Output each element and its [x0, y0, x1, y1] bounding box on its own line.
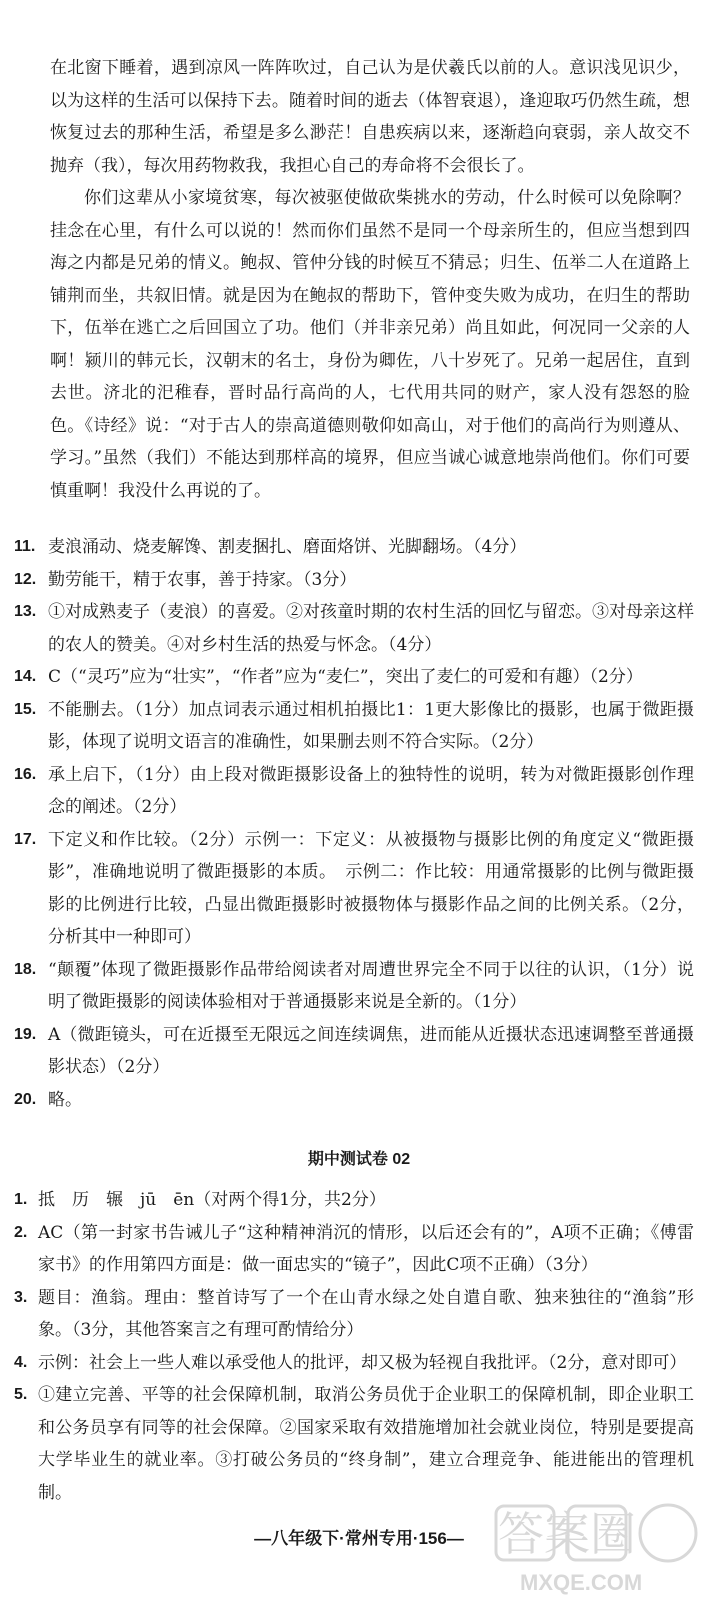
answer-text: 承上启下，（1分）由上段对微距摄影设备上的独特性的说明，转为对微距摄影创作理念的阐述。（2分） [48, 764, 694, 817]
answer-text: 题目：渔翁。理由：整首诗写了一个在山青水绿之处自遣自歌、独来独往的“渔翁”形象。（3分，其他答案言之有理可酌情给分） [38, 1287, 694, 1340]
answer-text: ①建立完善、平等的社会保障机制，取消公务员优于企业职工的保障机制，即企业职工和公务员享有同等的社会保障。②国家采取有效措施增加社会就业岗位，特别是要提高大学毕业生的就业率。③打破公务员的“终身制”，建立合理竞争、能进能出的管理机制。 [38, 1385, 694, 1503]
answer-list-part2 [14, 1184, 694, 1509]
answer-number: 15. [14, 700, 37, 718]
answer-item-13 [14, 596, 694, 661]
page-footer: —八年级下·常州专用·156— [254, 1529, 464, 1548]
answer-number: 1. [14, 1191, 28, 1208]
answer-text: 略。 [48, 1089, 82, 1110]
answer-text: 示例：社会上一些人难以承受他人的批评，却又极为轻视自我批评。（2分，意对即可） [38, 1352, 687, 1373]
answer-item-15 [14, 694, 694, 759]
watermark-domain: MXQE.COM [520, 1570, 643, 1595]
answer-number: 20. [14, 1090, 37, 1108]
answer-number: 13. [14, 603, 37, 620]
answer-number: 4. [14, 1353, 28, 1371]
answer-number: 5. [14, 1386, 28, 1403]
answer-item-2 [14, 1217, 694, 1282]
answer-item-1 [14, 1184, 694, 1217]
answer-circle-logo-icon [490, 1500, 712, 1596]
answer-item-20 [14, 1084, 694, 1117]
answer-item-5 [14, 1379, 694, 1509]
translation-paragraph-1: 在北窗下睡着，遇到凉风一阵阵吹过，自己认为是伏羲氏以前的人。意识浅见识少，以为这样的生活可以保持下去。随着时间的逝去（体智衰退），逢迎取巧仍然生疏，想恢复过去的那种生活，希望是多么渺茫！自患疾病以来，逐渐趋向衰弱，亲人故交不抛弃（我），每次用药物救我，我担心自己的寿命将不会很长了。 [50, 58, 690, 176]
translation-paragraph-2: 你们这辈从小家境贫寒，每次被驱使做砍柴挑水的劳动，什么时候可以免除啊？挂念在心里，有什么可以说的！然而你们虽然不是同一个母亲所生的，但应当想到四海之内都是兄弟的情义。鲍叔、管仲分钱的时候互不猜忌；归生、伍举二人在道路上铺荆而坐，共叙旧情。就是因为在鲍叔的帮助下，管仲变失败为成功，在归生的帮助下，伍举在逃亡之后回国立了功。他们（并非亲兄弟）尚且如此，何况同一父亲的人啊！颍川的韩元长，汉朝末的名士，身份为卿佐，八十岁死了。兄弟一起居住，直到去世。济北的汜稚春，晋时品行高尚的人，七代用共同的财产，家人没有怨怒的脸色。《诗经》说：“对于古人的崇高道德则敬仰如高山，对于他们的高尚行为则遵从、学习。”虽然（我们）不能达到那样高的境界，但应当诚心诚意地崇尚他们。你们可要慎重啊！我没什么再说的了。 [50, 188, 690, 501]
answer-item-19 [14, 1019, 694, 1084]
answer-item-14 [14, 661, 694, 694]
answer-list-part1 [14, 531, 694, 1116]
answer-number: 14. [14, 668, 37, 685]
answer-text: 不能删去。（1分）加点词表示通过相机拍摄比1：1更大影像比的摄影，也属于微距摄影，体现了说明文语言的准确性，如果删去则不符合实际。（2分） [48, 699, 694, 752]
answer-item-17 [14, 824, 694, 954]
answer-text: “颠覆”体现了微距摄影作品带给阅读者对周遭世界完全不同于以往的认识，（1分）说明了微距摄影的阅读体验相对于普通摄影来说是全新的。（1分） [48, 959, 694, 1012]
answer-number: 19. [14, 1025, 37, 1043]
answer-number: 11. [14, 538, 36, 555]
answer-number: 12. [14, 570, 37, 588]
answer-text: 勤劳能干，精于农事，善于持家。（3分） [48, 569, 357, 590]
answer-item-18 [14, 954, 694, 1019]
answer-number: 17. [14, 830, 37, 848]
answer-text: 麦浪涌动、烧麦解馋、割麦捆扎、磨面烙饼、光脚翻场。（4分） [48, 537, 527, 557]
answer-item-3 [14, 1282, 694, 1347]
answer-text: A（微距镜头，可在近摄至无限远之间连续调焦，进而能从近摄状态迅速调整至普通摄影状态）（2分） [48, 1024, 694, 1077]
answer-number: 16. [14, 765, 37, 783]
answer-item-16 [14, 759, 694, 824]
answer-number: 18. [14, 960, 37, 978]
answer-item-4 [14, 1347, 694, 1380]
answer-number: 3. [14, 1288, 28, 1306]
answer-item-12 [14, 564, 694, 597]
answer-number: 2. [14, 1223, 28, 1241]
section-title: 期中测试卷 02 [307, 1151, 411, 1168]
answer-text: C（“灵巧”应为“壮实”，“作者”应为“麦仁”，突出了麦仁的可爱和有趣）（2分） [48, 667, 643, 687]
answer-text: ①对成熟麦子（麦浪）的喜爱。②对孩童时期的农村生活的回忆与留恋。③对母亲这样的农人的赞美。④对乡村生活的热爱与怀念。（4分） [48, 602, 694, 655]
answer-text: 下定义和作比较。（2分）示例一：下定义：从被摄物与摄影比例的角度定义“微距摄影”，准确地说明了微距摄影的本质。 示例二：作比较：用通常摄影的比例与微距摄影的比例进行比较，凸显出微距摄影时被摄物体与摄影作品之间的比例关系。（2分，分析其中一种即可） [48, 829, 694, 947]
answer-text: 抵 历 辗 jū ēn（对两个得1分，共2分） [38, 1190, 386, 1210]
answer-text: AC（第一封家书告诫儿子“这种精神消沉的情形，以后还会有的”，A项不正确；《傅雷家书》的作用第四方面是：做一面忠实的“镜子”，因此C项不正确）（3分） [38, 1222, 694, 1275]
answer-item-11 [14, 531, 694, 564]
watermark-chars: 答案圈 [498, 1507, 636, 1561]
